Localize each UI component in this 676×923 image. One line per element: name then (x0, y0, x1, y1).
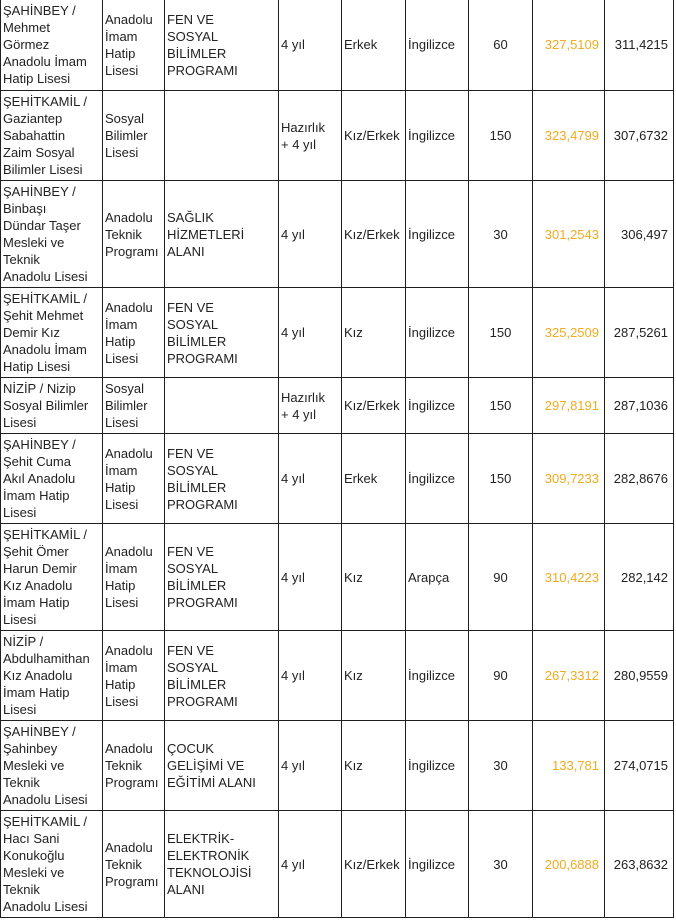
program-cell (165, 91, 279, 181)
quota-cell: 90 (469, 524, 533, 631)
table-row (1, 631, 674, 721)
score-cell: 309,7233 (533, 434, 605, 524)
program-cell: FEN VE SOSYAL BİLİMLER PROGRAMI (165, 0, 279, 91)
program-cell (165, 378, 279, 434)
duration-cell: 4 yıl (279, 288, 342, 378)
program-cell: ELEKTRİK- ELEKTRONİK TEKNOLOJİSİ ALANI (165, 811, 279, 918)
language-cell: İngilizce (406, 434, 469, 524)
base-score-cell: 306,497 (605, 181, 674, 288)
school-cell: ŞEHİTKAMİL / Şehit Mehmet Demir Kız Anadolu İmam Hatip Lisesi (1, 288, 103, 378)
base-score-cell: 287,1036 (605, 378, 674, 434)
base-score-cell: 263,8632 (605, 811, 674, 918)
language-cell: İngilizce (406, 0, 469, 91)
score-cell: 297,8191 (533, 378, 605, 434)
school-cell: ŞAHİNBEY / Şehit Cuma Akıl Anadolu İmam Hatip Lisesi (1, 434, 103, 524)
type-cell: Anadolu İmam Hatip Lisesi (103, 288, 165, 378)
table-row (1, 434, 674, 524)
school-cell: ŞAHİNBEY / Binbaşı Dündar Taşer Mesleki ve Teknik Anadolu Lisesi (1, 181, 103, 288)
gender-cell: Kız/Erkek (342, 378, 406, 434)
score-cell: 267,3312 (533, 631, 605, 721)
type-cell: Anadolu İmam Hatip Lisesi (103, 434, 165, 524)
base-score-cell: 282,8676 (605, 434, 674, 524)
program-cell: FEN VE SOSYAL BİLİMLER PROGRAMI (165, 288, 279, 378)
duration-cell: 4 yıl (279, 524, 342, 631)
language-cell: İngilizce (406, 721, 469, 811)
gender-cell: Kız (342, 721, 406, 811)
type-cell: Sosyal Bilimler Lisesi (103, 378, 165, 434)
gender-cell: Kız/Erkek (342, 811, 406, 918)
base-score-cell: 282,142 (605, 524, 674, 631)
program-cell: ÇOCUK GELİŞİMİ VE EĞİTİMİ ALANI (165, 721, 279, 811)
school-cell: ŞAHİNBEY / Mehmet Görmez Anadolu İmam Hatip Lisesi (1, 0, 103, 91)
gender-cell: Kız (342, 524, 406, 631)
type-cell: Anadolu İmam Hatip Lisesi (103, 524, 165, 631)
duration-cell: 4 yıl (279, 434, 342, 524)
type-cell: Anadolu Teknik Programı (103, 721, 165, 811)
language-cell: İngilizce (406, 181, 469, 288)
school-cell: NİZİP / Nizip Sosyal Bilimler Lisesi (1, 378, 103, 434)
language-cell: İngilizce (406, 631, 469, 721)
table-row (1, 811, 674, 918)
score-cell: 301,2543 (533, 181, 605, 288)
quota-cell: 60 (469, 0, 533, 91)
gender-cell: Kız (342, 288, 406, 378)
gender-cell: Erkek (342, 434, 406, 524)
duration-cell: Hazırlık + 4 yıl (279, 91, 342, 181)
table-row (1, 721, 674, 811)
score-cell: 200,6888 (533, 811, 605, 918)
table-body (1, 0, 674, 918)
school-cell: ŞEHİTKAMİL / Şehit Ömer Harun Demir Kız Anadolu İmam Hatip Lisesi (1, 524, 103, 631)
gender-cell: Kız/Erkek (342, 91, 406, 181)
score-cell: 310,4223 (533, 524, 605, 631)
school-cell: NİZİP / Abdulhamithan Kız Anadolu İmam Hatip Lisesi (1, 631, 103, 721)
score-cell: 323,4799 (533, 91, 605, 181)
quota-cell: 30 (469, 721, 533, 811)
program-cell: FEN VE SOSYAL BİLİMLER PROGRAMI (165, 524, 279, 631)
score-cell: 133,781 (533, 721, 605, 811)
base-score-cell: 280,9559 (605, 631, 674, 721)
score-cell: 325,2509 (533, 288, 605, 378)
table-row (1, 0, 674, 91)
type-cell: Anadolu Teknik Programı (103, 181, 165, 288)
table-row (1, 181, 674, 288)
quota-cell: 150 (469, 434, 533, 524)
quota-cell: 30 (469, 811, 533, 918)
language-cell: İngilizce (406, 91, 469, 181)
type-cell: Anadolu Teknik Programı (103, 811, 165, 918)
gender-cell: Kız/Erkek (342, 181, 406, 288)
table-row (1, 524, 674, 631)
program-cell: SAĞLIK HİZMETLERİ ALANI (165, 181, 279, 288)
duration-cell: 4 yıl (279, 721, 342, 811)
quota-cell: 30 (469, 181, 533, 288)
base-score-cell: 287,5261 (605, 288, 674, 378)
school-cell: ŞEHİTKAMİL / Gaziantep Sabahattin Zaim Sosyal Bilimler Lisesi (1, 91, 103, 181)
duration-cell: 4 yıl (279, 631, 342, 721)
quota-cell: 150 (469, 378, 533, 434)
duration-cell: Hazırlık + 4 yıl (279, 378, 342, 434)
language-cell: Arapça (406, 524, 469, 631)
program-cell: FEN VE SOSYAL BİLİMLER PROGRAMI (165, 631, 279, 721)
type-cell: Sosyal Bilimler Lisesi (103, 91, 165, 181)
school-cell: ŞAHİNBEY / Şahinbey Mesleki ve Teknik Anadolu Lisesi (1, 721, 103, 811)
base-score-cell: 307,6732 (605, 91, 674, 181)
duration-cell: 4 yıl (279, 811, 342, 918)
type-cell: Anadolu İmam Hatip Lisesi (103, 631, 165, 721)
language-cell: İngilizce (406, 288, 469, 378)
language-cell: İngilizce (406, 811, 469, 918)
table-row (1, 91, 674, 181)
school-cell: ŞEHİTKAMİL / Hacı Sani Konukoğlu Mesleki ve Teknik Anadolu Lisesi (1, 811, 103, 918)
language-cell: İngilizce (406, 378, 469, 434)
table-row (1, 378, 674, 434)
type-cell: Anadolu İmam Hatip Lisesi (103, 0, 165, 91)
quota-cell: 150 (469, 288, 533, 378)
program-cell: FEN VE SOSYAL BİLİMLER PROGRAMI (165, 434, 279, 524)
gender-cell: Kız (342, 631, 406, 721)
quota-cell: 90 (469, 631, 533, 721)
quota-cell: 150 (469, 91, 533, 181)
base-score-cell: 311,4215 (605, 0, 674, 91)
gender-cell: Erkek (342, 0, 406, 91)
base-score-cell: 274,0715 (605, 721, 674, 811)
duration-cell: 4 yıl (279, 181, 342, 288)
table-row (1, 288, 674, 378)
score-cell: 327,5109 (533, 0, 605, 91)
duration-cell: 4 yıl (279, 0, 342, 91)
